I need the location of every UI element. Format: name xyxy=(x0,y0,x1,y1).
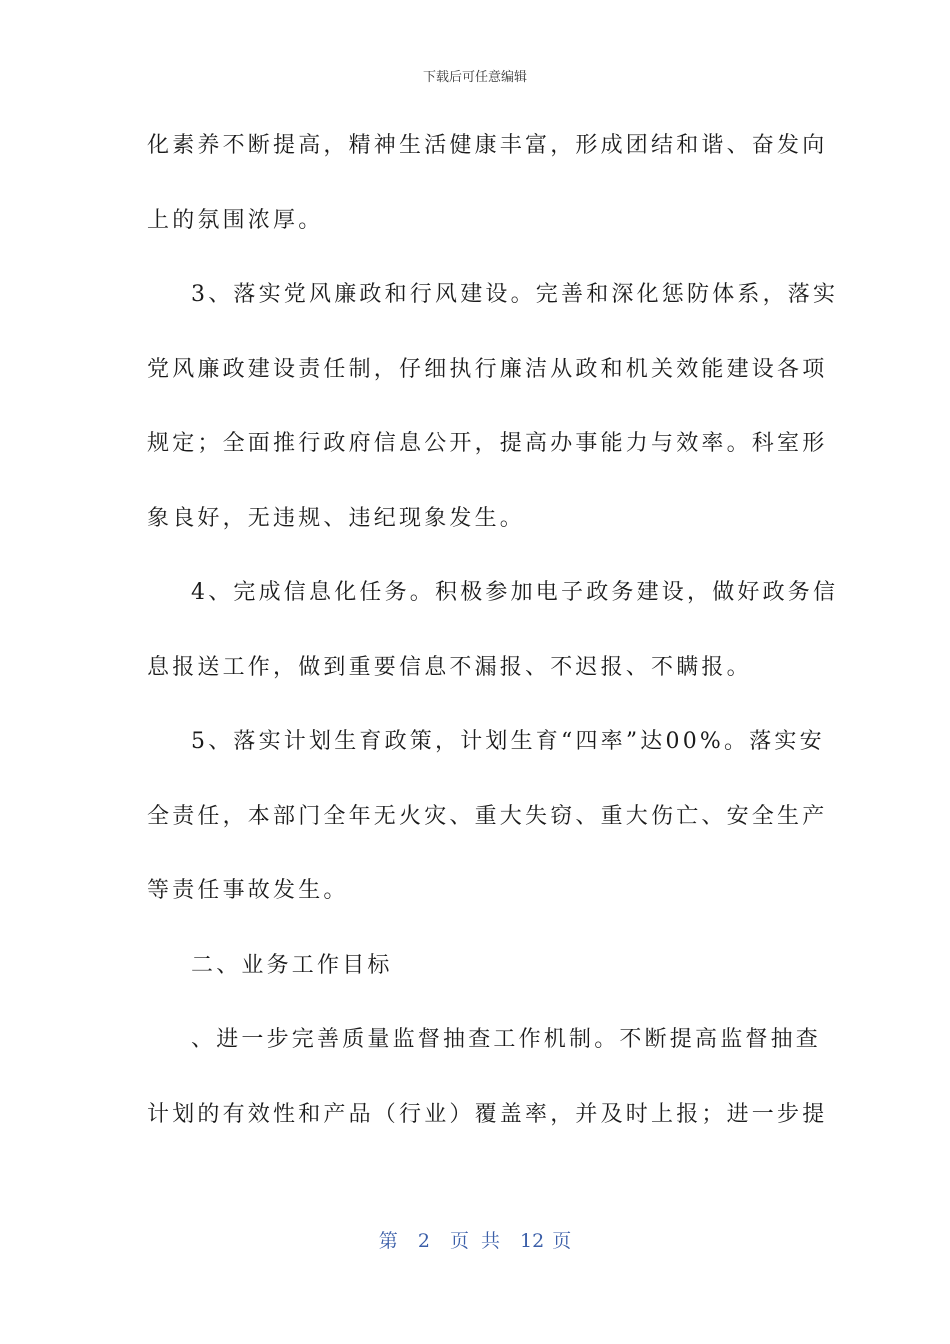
text-line: 3、落实党风廉政和行风建设。完善和深化惩防体系，落实 xyxy=(191,282,839,307)
text-line: 息报送工作，做到重要信息不漏报、不迟报、不瞒报。 xyxy=(147,654,752,680)
section-heading: 二、业务工作目标 xyxy=(191,952,393,978)
page-footer xyxy=(0,1226,950,1253)
page-number: 2 xyxy=(417,1230,430,1252)
text-line: 全责任，本部门全年无火灾、重大失窃、重大伤亡、安全生产 xyxy=(147,803,828,829)
text-line: 、进一步完善质量监督抽查工作机制。不断提高监督抽查 xyxy=(191,1027,822,1052)
page-header: 下载后可任意编辑 xyxy=(422,70,527,85)
text-line: 上的氛围浓厚。 xyxy=(147,207,324,233)
text-line: 计划的有效性和产品（行业）覆盖率，并及时上报；进一步提 xyxy=(147,1101,828,1127)
text-line: 象良好，无违规、违纪现象发生。 xyxy=(147,505,526,531)
total-pages: 12 xyxy=(520,1230,545,1252)
text-line: 规定；全面推行政府信息公开，提高办事能力与效率。科室形 xyxy=(147,431,828,456)
document-body xyxy=(147,120,839,1163)
text-line: 化素养不断提高，精神生活健康丰富，形成团结和谐、奋发向 xyxy=(147,133,828,158)
text-line: 党风廉政建设责任制，仔细执行廉洁从政和机关效能建设各项 xyxy=(147,356,828,382)
footer-suffix: 页 xyxy=(552,1230,572,1252)
text-line: 4、完成信息化任务。积极参加电子政务建设，做好政务信 xyxy=(191,580,839,605)
footer-middle: 页 共 xyxy=(449,1230,500,1252)
footer-prefix: 第 xyxy=(378,1230,398,1252)
text-line: 等责任事故发生。 xyxy=(147,878,349,903)
text-line: 5、落实计划生育政策，计划生育“四率”达00%。落实安 xyxy=(191,729,825,754)
